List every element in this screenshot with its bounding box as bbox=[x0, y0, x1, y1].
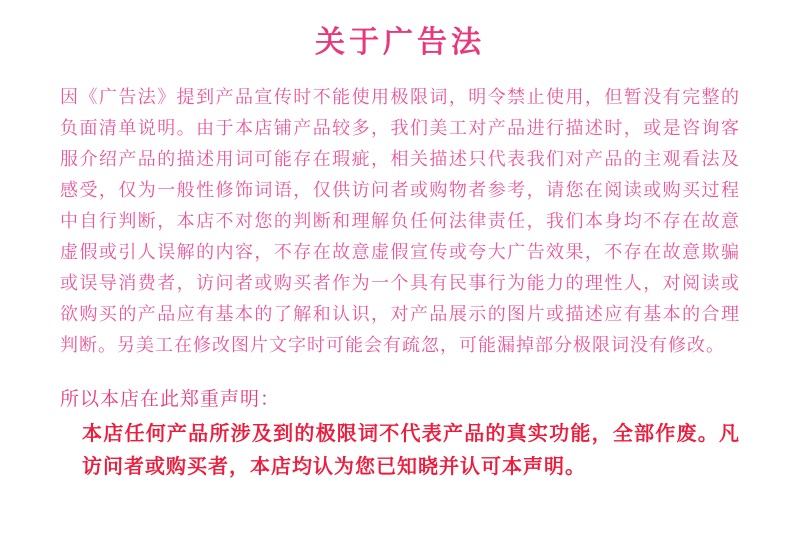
declaration-body: 本店任何产品所涉及到的极限词不代表产品的真实功能，全部作废。凡访问者或购买者，本店均认为您已知晓并认可本声明。 bbox=[82, 421, 740, 478]
disclaimer-paragraph: 因《广告法》提到产品宣传时不能使用极限词，明令禁止使用，但暂没有完整的负面清单说明。由于本店铺产品较多，我们美工对产品进行描述时，或是咨询客服介绍产品的描述用词可能存在瑕疵，相关描述只代表我们对产品的主观看法及感受，仅为一般性修饰词语，仅供访问者或购物者参考，请您在阅读或购买过程中自行判断，本店不对您的判断和理解负任何法律责任，我们本身均不存在故意虚假或引人误解的内容，不存在故意虚假宣传或夸大广告效果，不存在故意欺骗或误导消费者，访问者或购买者作为一个具有民事行为能力的理性人，对阅读或欲购买的产品应有基本的了解和认识，对产品展示的图片或描述应有基本的合理判断。另美工在修改图片文字时可能会有疏忽，可能漏掉部分极限词没有修改。 bbox=[60, 87, 740, 356]
declaration-heading: 所以本店在此郑重声明： bbox=[60, 388, 281, 410]
page-title: 关于广告法 bbox=[315, 25, 485, 60]
